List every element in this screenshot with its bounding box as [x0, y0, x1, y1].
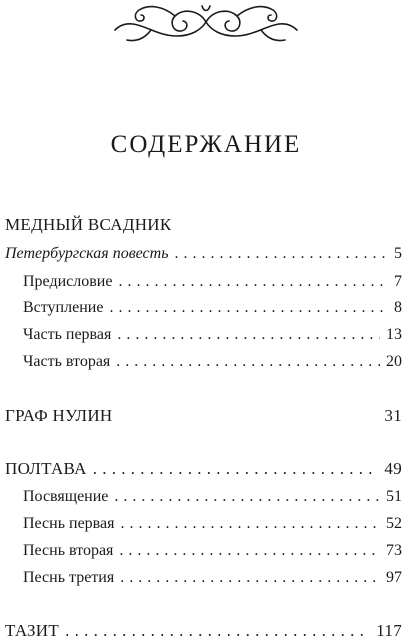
dot-leader: [120, 514, 380, 534]
section-heading-medny-vsadnik: МЕДНЫЙ ВСАДНИК: [5, 215, 172, 234]
toc-entry-page: 5: [394, 245, 402, 262]
toc-entry-label: Песнь вторая: [23, 542, 114, 559]
toc-entry[interactable]: [23, 568, 412, 588]
toc-entry[interactable]: [23, 298, 412, 318]
toc-entry-page: 13: [386, 326, 402, 343]
toc-entry-label: Посвящение: [23, 488, 109, 505]
toc-entry-label: Предисловие: [23, 273, 113, 290]
toc-entry-label: Песнь третия: [23, 569, 115, 586]
toc-entry-label: Петербургская повесть: [5, 245, 169, 262]
flourish-ornament-icon: [111, 0, 301, 44]
toc-entry[interactable]: [23, 325, 412, 345]
toc-entry[interactable]: [23, 487, 412, 507]
toc-entry-label: Вступление: [23, 299, 104, 316]
toc-entry-label: Песнь первая: [23, 515, 115, 532]
toc-entry-poltava[interactable]: [5, 459, 412, 479]
toc-entry-page: 49: [384, 459, 402, 478]
dot-leader: [117, 325, 380, 345]
toc-entry-page: 97: [386, 569, 402, 586]
toc-entry-page: 73: [386, 542, 402, 559]
toc-entry-page: 7: [394, 273, 402, 290]
toc-entry-graf-nulin[interactable]: [5, 406, 412, 426]
toc-entry[interactable]: [23, 541, 412, 561]
toc-entry[interactable]: [23, 352, 412, 372]
toc-entry[interactable]: [5, 244, 412, 264]
toc-entry-label: Часть первая: [23, 326, 112, 343]
toc-entry-label: Часть вторая: [23, 353, 111, 370]
dot-leader: [65, 621, 370, 641]
toc-entry-page: 31: [384, 406, 402, 425]
toc-entry-page: 52: [386, 515, 402, 532]
dot-leader: [174, 244, 388, 264]
section-heading-graf-nulin: ГРАФ НУЛИН: [5, 406, 113, 425]
dot-leader: [119, 541, 380, 561]
dot-leader: [114, 487, 380, 507]
dot-leader: [93, 459, 379, 479]
toc-entry[interactable]: [23, 272, 412, 292]
toc-entry-page: 117: [376, 621, 402, 640]
toc-entry-page: 8: [394, 299, 402, 316]
toc-entry-tazit[interactable]: [5, 621, 412, 641]
dot-leader: [118, 272, 388, 292]
toc-entry-page: 20: [386, 353, 402, 370]
page-title: СОДЕРЖАНИЕ: [110, 131, 302, 158]
dot-leader: [109, 298, 388, 318]
toc-entry-page: 51: [386, 488, 402, 505]
dot-leader: [120, 568, 380, 588]
section-heading-poltava: ПОЛТАВА: [5, 459, 87, 478]
dot-leader: [116, 352, 380, 372]
section-heading-tazit: ТАЗИТ: [5, 621, 60, 640]
toc-entry[interactable]: [23, 514, 412, 534]
